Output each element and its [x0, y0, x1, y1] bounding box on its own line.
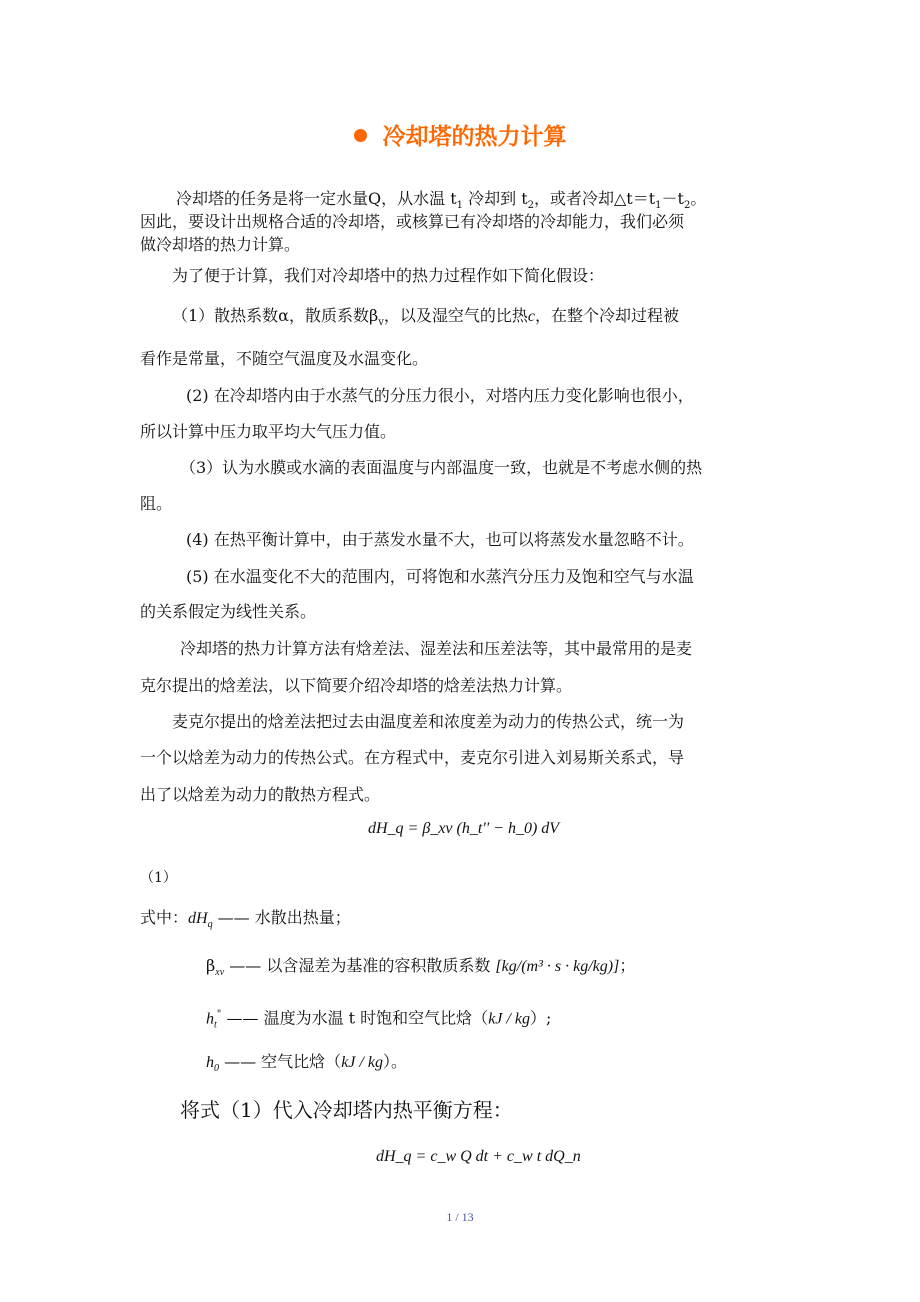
assumption-5-line-2: 的关系假定为线性关系。: [140, 602, 317, 621]
assumption-intro: 为了便于计算，我们对冷却塔中的热力过程作如下简化假设：: [172, 266, 605, 285]
equation-1-number: （1）: [140, 870, 177, 886]
merkel-line-1: 麦克尔提出的焓差法把过去由温度差和浓度差为动力的传热公式，统一为: [172, 712, 685, 731]
merkel-line-3: 出了以焓差为动力的散热方程式。: [140, 785, 381, 804]
methods-line-2: 克尔提出的焓差法，以下简要介绍冷却塔的焓差法热力计算。: [140, 676, 573, 695]
assumption-3-line-2: 阻。: [140, 494, 173, 513]
substitute-heading: 将式（1）代入冷却塔内热平衡方程：: [180, 1098, 513, 1122]
assumption-1-line-2: 看作是常量，不随空气温度及水温变化。: [140, 349, 429, 368]
equation-2: dH_q = c_w Q dt + c_w t dQ_n: [376, 1148, 581, 1165]
page-number: 1 / 13: [446, 1210, 474, 1224]
intro-line-3: 做冷却塔的热力计算。: [140, 235, 301, 254]
where-beta: $\beta_{xv}$ —— 以含湿差为基准的容积散质系数 [kg/(m³ · s · kg/kg)]；: [206, 956, 636, 979]
merkel-line-2: 一个以焓差为动力的传热公式。在方程式中，麦克尔引进入刘易斯关系式，导: [140, 748, 685, 767]
assumption-2-line-2: 所以计算中压力取平均大气压力值。: [140, 422, 397, 441]
document-title: 冷却塔的热力计算: [0, 118, 920, 151]
intro-line-1: 冷却塔的任务是将一定水量Q，从水温 $t_1$ 冷却到 $t_2$，或者冷却$\triangle t=t_1-t_2$。: [176, 189, 707, 212]
intro-line-2: 因此，要设计出规格合适的冷却塔，或核算已有冷却塔的冷却能力，我们必须: [140, 212, 685, 231]
where-h0: $h_0$ —— 空气比焓（kJ / kg）。: [206, 1052, 407, 1075]
where-ht: $h_t^"$ —— 温度为水温 t 时饱和空气比焓（kJ / kg）;: [206, 1008, 552, 1031]
assumption-4: (4) 在热平衡计算中，由于蒸发水量不大，也可以将蒸发水量忽略不计。: [186, 530, 694, 549]
assumption-5-line-1: (5) 在水温变化不大的范围内，可将饱和水蒸汽分压力及饱和空气与水温: [186, 567, 694, 586]
methods-line-1: 冷却塔的热力计算方法有焓差法、湿差法和压差法等，其中最常用的是麦: [180, 639, 693, 658]
equation-1: dH_q = β_xv (h_t'' − h_0) dV: [368, 820, 560, 837]
assumption-2-line-1: (2) 在冷却塔内由于水蒸气的分压力很小，对塔内压力变化影响也很小，: [186, 386, 694, 405]
where-dhq: 式中：$dH_q$ —— 水散出热量；: [140, 908, 351, 931]
assumption-1-line-1: （1）散热系数α，散质系数$\beta_v$，以及湿空气的比热c，在整个冷却过程被: [172, 306, 680, 329]
bullet-icon: [354, 129, 367, 142]
assumption-3-line-1: （3）认为水膜或水滴的表面温度与内部温度一致，也就是不考虑水侧的热: [180, 458, 703, 477]
